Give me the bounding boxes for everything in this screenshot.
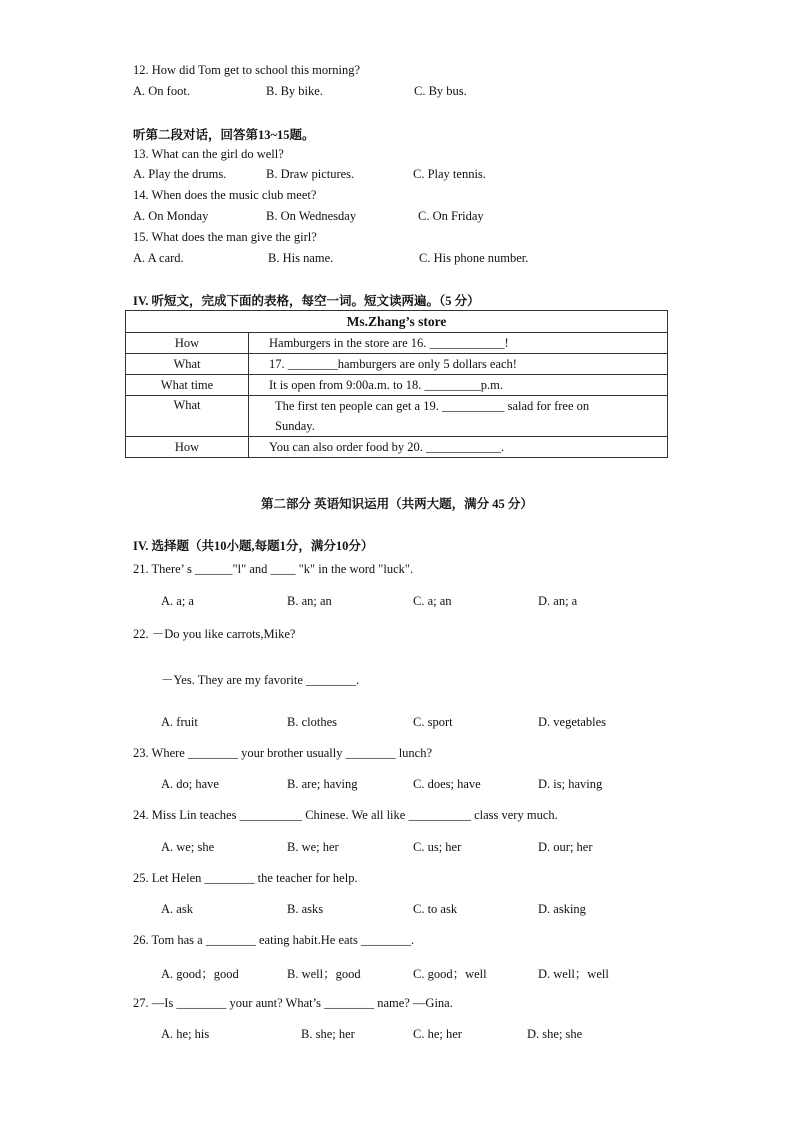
question-23: 23. Where ________ your brother usually ________ lunch? <box>133 746 433 760</box>
row-label: What <box>126 354 249 375</box>
row-text-line: Sunday. <box>275 419 315 433</box>
option: D. vegetables <box>538 715 607 729</box>
option: D. she; she <box>527 1027 583 1041</box>
option: A. good；good <box>161 967 239 981</box>
option: B. Draw pictures. <box>266 167 355 181</box>
question-14: 14. When does the music club meet? <box>133 188 317 202</box>
store-table <box>125 310 668 458</box>
option: B. clothes <box>287 715 337 729</box>
option: B. His name. <box>268 251 334 265</box>
row-text-line: The first ten people can get a 19. __________ salad for free on <box>275 399 590 413</box>
question-21: 21. There’ s ______"l" and ____ "k" in the word "luck". <box>133 562 414 576</box>
option: A. we; she <box>161 840 215 854</box>
option: B. On Wednesday <box>266 209 357 223</box>
option: C. to ask <box>413 902 458 916</box>
option: B. she; her <box>301 1027 355 1041</box>
option: C. By bus. <box>414 84 467 98</box>
option: B. well；good <box>287 967 361 981</box>
row-label: How <box>126 333 249 354</box>
question-13: 13. What can the girl do well? <box>133 147 284 161</box>
row-label: How <box>126 437 249 458</box>
option: C. Play tennis. <box>413 167 486 181</box>
question-15: 15. What does the man give the girl? <box>133 230 317 244</box>
option: C. good；well <box>413 967 487 981</box>
table-row <box>126 333 668 354</box>
row-text: It is open from 9:00a.m. to 18. _________p.m. <box>249 375 668 396</box>
question-24: 24. Miss Lin teaches __________ Chinese. We all like __________ class very much. <box>133 808 558 822</box>
option: D. well；well <box>538 967 609 981</box>
option: B. an; an <box>287 594 332 608</box>
option: C. His phone number. <box>419 251 529 265</box>
section-heading: IV. 听短文，完成下面的表格，每空一词。短文读两遍。（5 分） <box>133 294 480 308</box>
option: C. sport <box>413 715 453 729</box>
option: B. are; having <box>287 777 358 791</box>
option: C. On Friday <box>418 209 484 223</box>
question-27: 27. —Is ________ your aunt? What’s ________ name? —Gina. <box>133 996 453 1010</box>
table-row <box>126 437 668 458</box>
option: A. On foot. <box>133 84 190 98</box>
question-22-reply: －Yes. They are my favorite ________. <box>161 673 360 687</box>
option: A. ask <box>161 902 193 916</box>
option: B. By bike. <box>266 84 323 98</box>
option: D. an; a <box>538 594 578 608</box>
table-title: Ms.Zhang’s store <box>126 311 668 333</box>
row-label: What time <box>126 375 249 396</box>
option: C. a; an <box>413 594 452 608</box>
row-label: What <box>126 396 249 437</box>
option: A. On Monday <box>133 209 209 223</box>
option: A. fruit <box>161 715 198 729</box>
row-text: 17. ________hamburgers are only 5 dollars each! <box>249 354 668 375</box>
row-text <box>249 396 668 437</box>
option: C. does; have <box>413 777 481 791</box>
option: D. asking <box>538 902 586 916</box>
option: D. our; her <box>538 840 593 854</box>
option: A. do; have <box>161 777 219 791</box>
option: C. us; her <box>413 840 462 854</box>
question-12: 12. How did Tom get to school this morning? <box>133 63 361 77</box>
part-title: 第二部分 英语知识运用（共两大题，满分 45 分） <box>261 497 533 511</box>
question-25: 25. Let Helen ________ the teacher for help. <box>133 871 358 885</box>
option: A. he; his <box>161 1027 210 1041</box>
table-row <box>126 396 668 437</box>
table-row <box>126 375 668 396</box>
question-22: 22. －Do you like carrots,Mike? <box>133 627 296 641</box>
option: D. is; having <box>538 777 603 791</box>
option: B. we; her <box>287 840 339 854</box>
section-heading: 听第二段对话，回答第13~15题。 <box>133 128 315 142</box>
table-row <box>126 354 668 375</box>
option: A. Play the drums. <box>133 167 227 181</box>
option: B. asks <box>287 902 324 916</box>
row-text: Hamburgers in the store are 16. ____________! <box>249 333 668 354</box>
row-text: You can also order food by 20. ____________. <box>249 437 668 458</box>
section-heading: IV. 选择题（共10小题,每题1分，满分10分） <box>133 539 374 553</box>
option: A. A card. <box>133 251 184 265</box>
question-26: 26. Tom has a ________ eating habit.He eats ________. <box>133 933 415 947</box>
option: A. a; a <box>161 594 194 608</box>
option: C. he; her <box>413 1027 462 1041</box>
